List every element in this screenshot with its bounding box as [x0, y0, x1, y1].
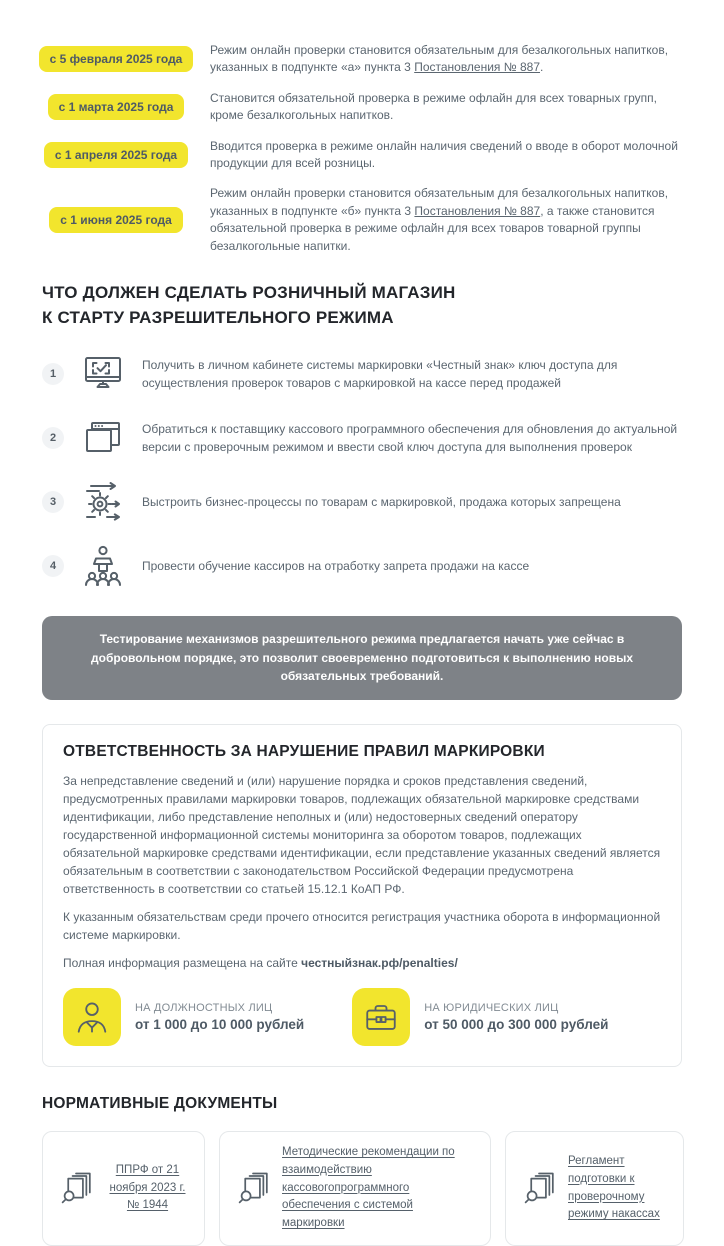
step-text: Провести обучение кассиров на отработку запрета продажи на кассе — [142, 559, 530, 574]
document-search-icon — [520, 1168, 558, 1210]
responsibility-site-line — [63, 954, 661, 972]
timeline-text-part: Режим онлайн проверки становится обязательным для безалкогольных напитков, указанных в подпункте «б» пункта 3 — [210, 186, 669, 218]
step-number-badge: 3 — [42, 491, 64, 513]
penalty-amount: от 1 000 до 10 000 рублей — [135, 1016, 305, 1032]
document-search-icon — [234, 1168, 272, 1210]
timeline-text-part: , а также становится обязательной проверка в режиме офлайн для всех товаров товарной группы безалкогольные напитки. — [210, 203, 655, 253]
document-search-icon — [57, 1168, 95, 1210]
timeline-section — [42, 42, 682, 255]
steps-title-line1: ЧТО ДОЛЖЕН СДЕЛАТЬ РОЗНИЧНЫЙ МАГАЗИН — [42, 282, 456, 302]
timeline-row — [42, 90, 682, 125]
timeline-text: Вводится проверка в режиме онлайн наличия сведений о вводе в оборот молочной продукции для всей розницы. — [210, 138, 678, 170]
document-link[interactable]: Регламент подготовки к проверочному режиму накассах — [568, 1154, 660, 1221]
date-badge: с 5 февраля 2025 года — [39, 46, 194, 72]
date-badge: с 1 июня 2025 года — [49, 207, 183, 233]
penalty-amount: от 50 000 до 300 000 рублей — [424, 1016, 609, 1032]
notice-banner — [42, 616, 682, 700]
steps-title-line2: К СТАРТУ РАЗРЕШИТЕЛЬНОГО РЕЖИМА — [42, 307, 394, 327]
decree-887-link[interactable]: Постановления № 887 — [414, 60, 540, 75]
document-card-check-mode-regulation[interactable] — [505, 1131, 684, 1246]
responsibility-paragraph: К указанным обязательствам среди прочего относится регистрация участника оборота в информационной системе маркировки. — [63, 909, 661, 942]
responsibility-title: ОТВЕТСТВЕННОСТЬ ЗА НАРУШЕНИЕ ПРАВИЛ МАРКИРОВКИ — [63, 742, 545, 760]
step-text: Выстроить бизнес-процессы по товарам с маркировкой, продажа которых запрещена — [142, 495, 621, 510]
penalty-officials — [63, 988, 304, 1046]
penalties-row — [63, 988, 661, 1046]
documents-row — [42, 1131, 682, 1246]
responsibility-box — [42, 724, 682, 1067]
step-row — [42, 350, 682, 398]
steps-section — [42, 281, 682, 590]
step-number-badge: 1 — [42, 363, 64, 385]
penalty-label: НА ЮРИДИЧЕСКИХ ЛИЦ — [424, 1001, 559, 1014]
timeline-text — [210, 185, 682, 255]
site-line-prefix: Полная информация размещена на сайте — [63, 955, 302, 970]
step-row — [42, 542, 682, 590]
date-badge-column — [42, 94, 190, 120]
documents-title: НОРМАТИВНЫЕ ДОКУМЕНТЫ — [42, 1094, 278, 1112]
step-text: Обратиться к поставщику кассового программного обеспечения для обновления до актуальной версии с проверочным режимом и ввести свой ключ доступа для выполнения проверок — [142, 422, 678, 455]
step-row — [42, 478, 682, 526]
timeline-row — [42, 138, 682, 173]
timeline-text: Становится обязательной проверка в режиме офлайн для всех товарных групп, кроме безалкогольных напитков. — [210, 90, 657, 123]
date-badge-column — [42, 207, 190, 233]
timeline-row — [42, 42, 682, 77]
official-person-icon — [63, 988, 121, 1046]
step-number-badge: 4 — [42, 555, 64, 577]
documents-section — [42, 1095, 682, 1246]
penalty-officials-texts — [135, 1002, 304, 1032]
date-badge: с 1 апреля 2025 года — [44, 142, 188, 168]
date-badge: с 1 марта 2025 года — [48, 94, 185, 120]
date-badge-column — [42, 142, 190, 168]
document-link[interactable]: ППРФ от 21 ноября 2023 г. № 1944 — [109, 1163, 186, 1212]
gear-process-icon — [78, 478, 128, 526]
cashier-training-icon — [78, 542, 128, 590]
timeline-text-part: Режим онлайн проверки становится обязательным для безалкогольных напитков, указанных в подпункте «а» пункта 3 — [210, 43, 669, 75]
timeline-text — [210, 42, 682, 77]
timeline-row — [42, 185, 682, 255]
step-row — [42, 414, 682, 462]
briefcase-icon — [352, 988, 410, 1046]
penalty-label: НА ДОЛЖНОСТНЫХ ЛИЦ — [135, 1001, 273, 1014]
browser-windows-icon — [78, 414, 128, 462]
steps-section-title — [42, 281, 682, 330]
decree-887-link[interactable]: Постановления № 887 — [414, 203, 541, 218]
document-card-pprf-1944[interactable] — [42, 1131, 205, 1246]
notice-banner-text: Тестирование механизмов разрешительного режима предлагается начать уже сейчас в добровольном порядке, это позволит своевременно подготовиться к выполнению новых обязательных требований. — [91, 632, 633, 684]
responsibility-paragraph: За непредставление сведений и (или) нарушение порядка и сроков представления сведений, предусмотренных правилами маркировки товаров, подлежащих обязательной маркировке средствами идентификации, либо представление неполных и (или) недостоверных сведений оператору государственной информационной системы мониторинга за оборотом товаров, подлежащих обязательной маркировке средствами идентификации, если представление указанных сведений является обязательным в соответствии с законодательством Российской Федерации предусмотрена ответственность в соответствии со статьей 15.12.1 КоАП РФ. — [63, 773, 661, 896]
penalty-legal-entities — [352, 988, 608, 1046]
penalties-site-url: честныйзнак.рф/penalties/ — [301, 955, 458, 970]
document-link[interactable]: Методические рекомендации по взаимодействию кассовогопрограммного обеспечения с системой маркировки — [282, 1145, 455, 1230]
timeline-text-part: . — [540, 60, 544, 75]
date-badge-column — [42, 46, 190, 72]
step-number-badge: 2 — [42, 427, 64, 449]
penalty-legal-texts — [424, 1002, 608, 1032]
document-card-method-recommendations[interactable] — [219, 1131, 491, 1246]
monitor-scan-icon — [78, 350, 128, 398]
step-text: Получить в личном кабинете системы маркировки «Честный знак» ключ доступа для осуществления проверок товаров с маркировкой на кассе перед продажей — [142, 358, 618, 391]
